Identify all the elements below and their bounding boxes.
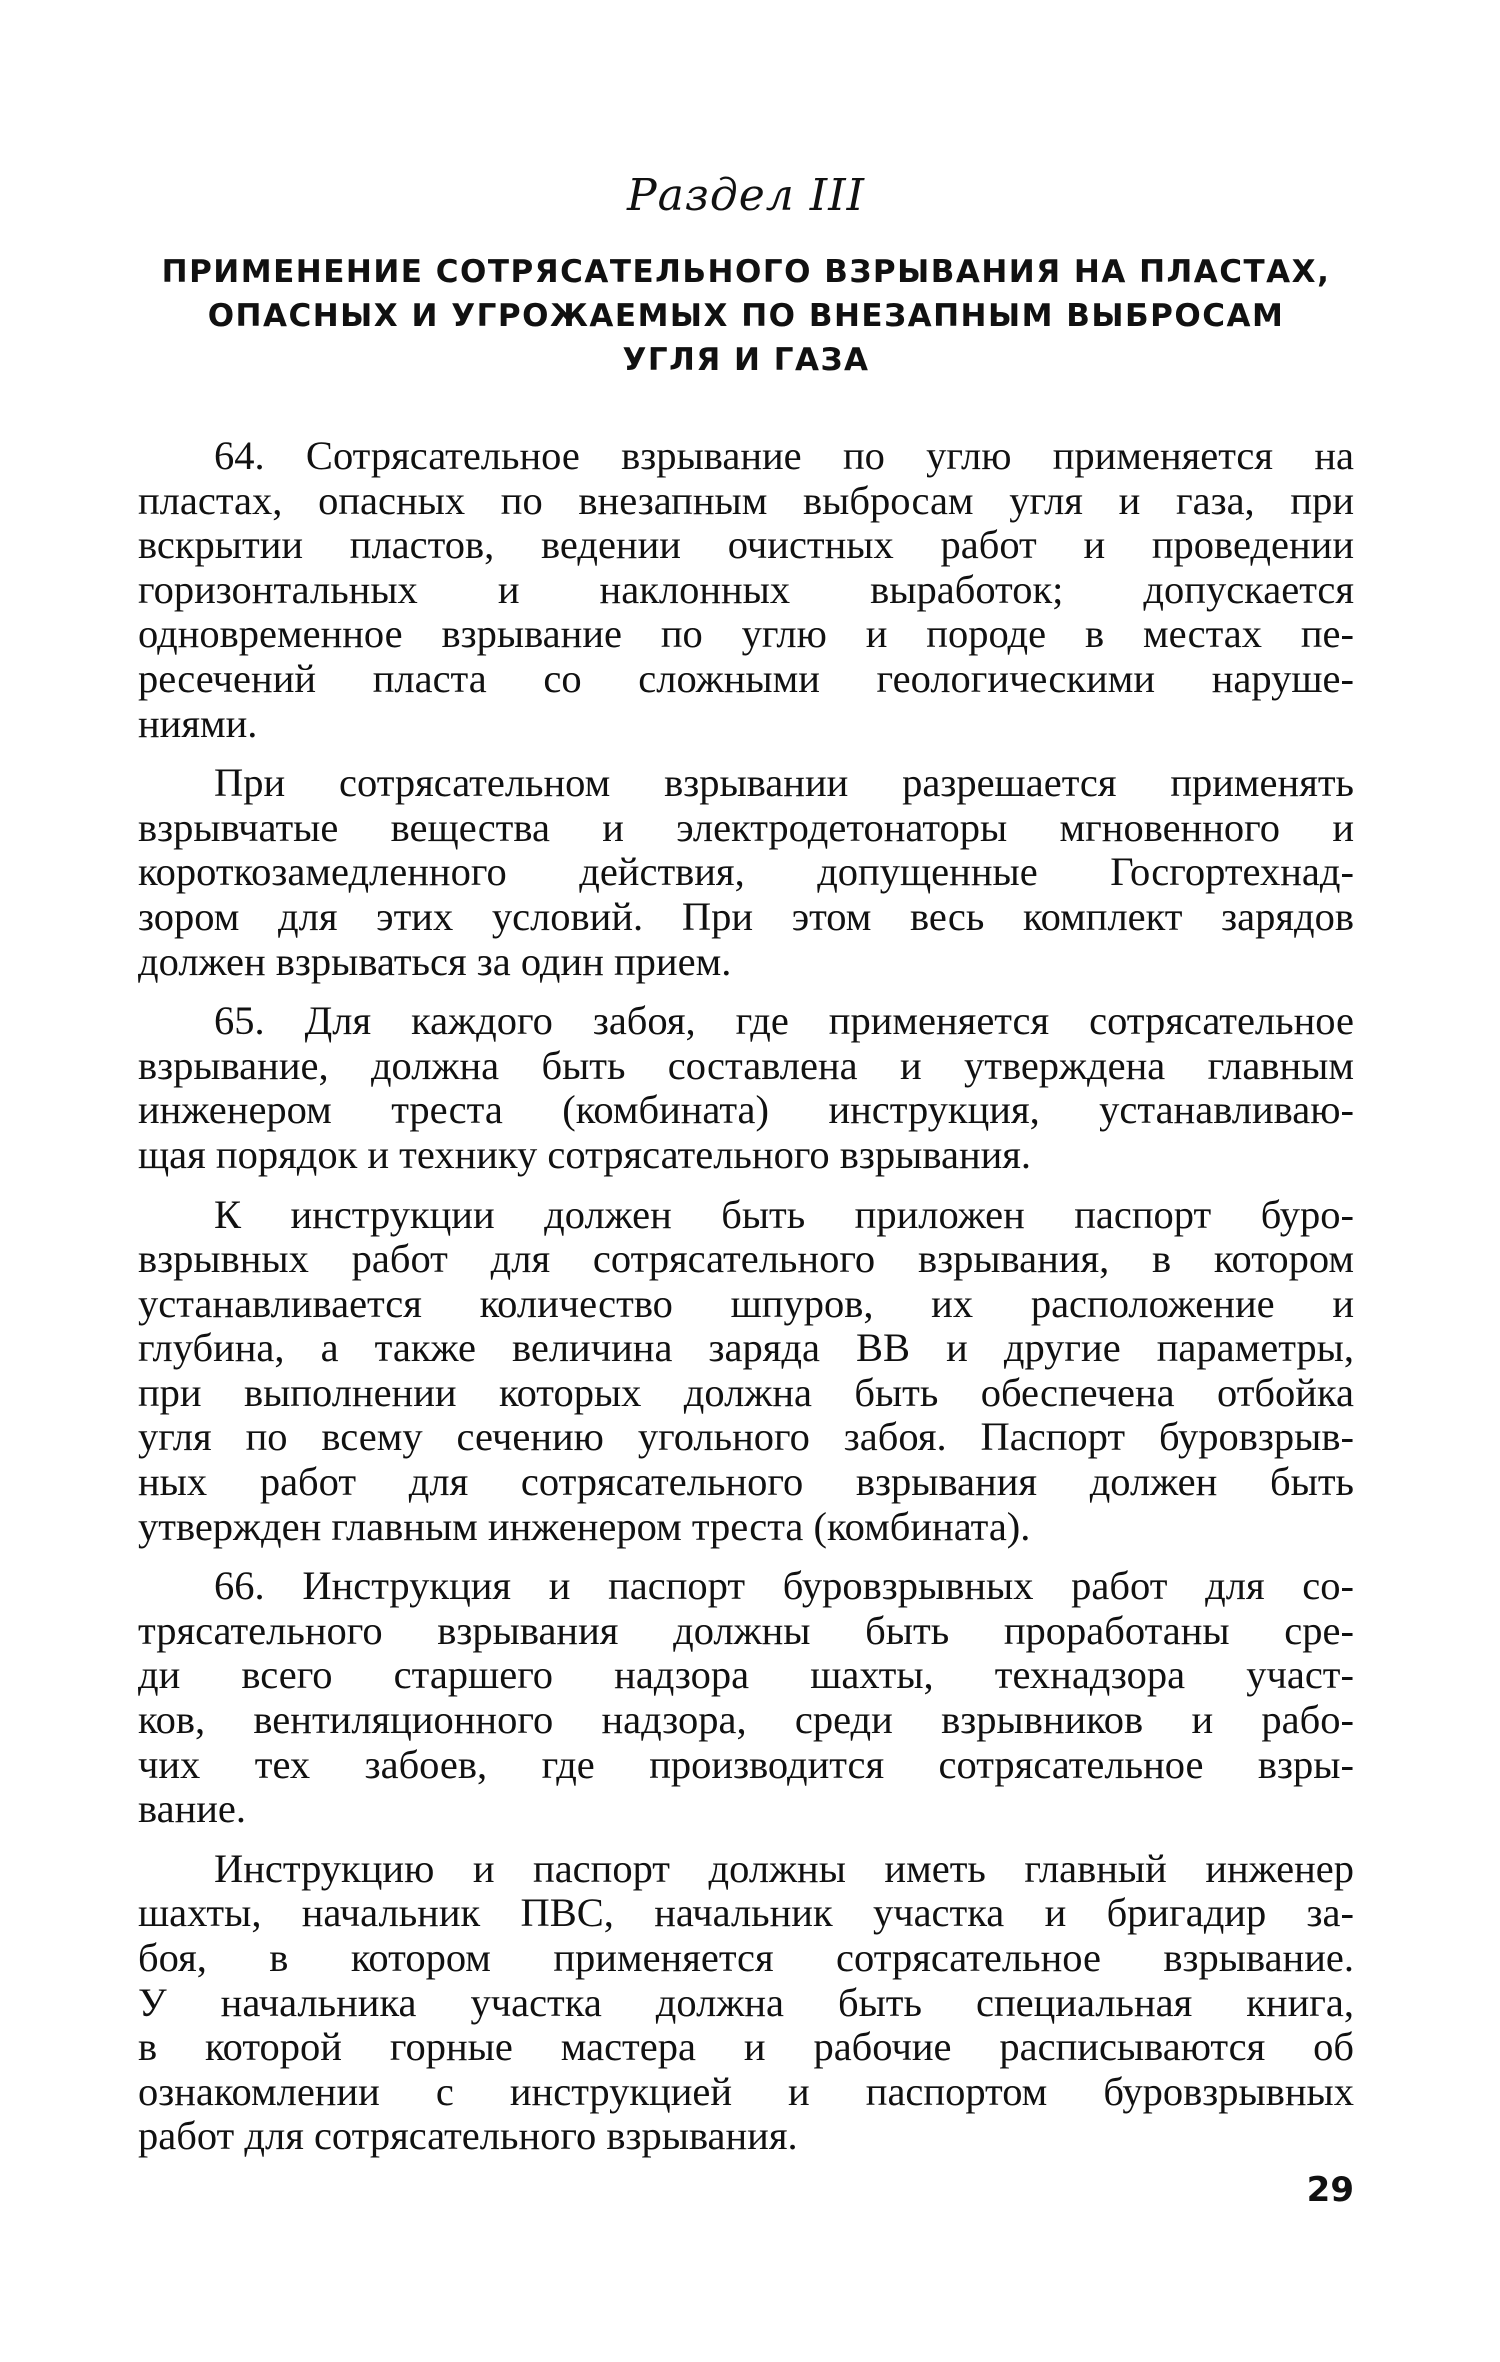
text-line: ди всего старшего надзора шахты, технадзора участ- (138, 1652, 1354, 1698)
section-title-line: ОПАСНЫХ И УГРОЖАЕМЫХ ПО ВНЕЗАПНЫМ ВЫБРОСАМ (207, 298, 1285, 334)
text-line: ных работ для сотрясательного взрывания должен быть (138, 1459, 1354, 1505)
text-line: зором для этих условий. При этом весь комплект зарядов (138, 893, 1354, 939)
text-line: угля по всему сечению угольного забоя. Паспорт буровзрыв- (138, 1414, 1354, 1460)
text-line: 65. Для каждого забоя, где применяется сотрясательное (214, 998, 1354, 1044)
text-line: вскрытии пластов, ведении очистных работ и проведении (138, 522, 1354, 568)
text-line: одновременное взрывание по углю и породе в местах пе- (138, 611, 1354, 657)
paragraph-64 (138, 434, 1354, 746)
paragraph-64-continued (138, 761, 1354, 984)
text-line: ресечений пласта со сложными геологическими наруше- (138, 655, 1354, 701)
text-line: чих тех забоев, где производится сотрясательное взры- (138, 1741, 1354, 1787)
body-text (138, 434, 1354, 2159)
document-page (138, 170, 1354, 2310)
text-line: пластах, опасных по внезапным выбросам угля и газа, при (138, 477, 1354, 523)
text-line: утвержден главным инженером треста (комбината). (138, 1503, 1031, 1549)
paragraph-66-continued (138, 1847, 1354, 2159)
text-line: горизонтальных и наклонных выработок; допускается (138, 566, 1354, 612)
section-title-line: ПРИМЕНЕНИЕ СОТРЯСАТЕЛЬНОГО ВЗРЫВАНИЯ НА ПЛАСТАХ, (161, 254, 1331, 290)
text-line: короткозамедленного действия, допущенные Госгортехнад- (138, 849, 1354, 895)
text-line: инженером треста (комбината) инструкция, устанавливаю- (138, 1087, 1354, 1133)
section-heading: Раздел III (627, 170, 865, 221)
text-line: 64. Сотрясательное взрывание по углю применяется на (214, 433, 1354, 478)
text-line: 66. Инструкция и паспорт буровзрывных работ для со- (214, 1563, 1354, 1609)
section-title-line: УГЛЯ И ГАЗА (622, 342, 870, 378)
paragraph-65-continued (138, 1193, 1354, 1550)
text-line: глубина, а также величина заряда ВВ и другие параметры, (138, 1325, 1354, 1371)
text-line: взрывчатые вещества и электродетонаторы мгновенного и (138, 804, 1354, 850)
paragraph-66 (138, 1564, 1354, 1832)
text-line: ков, вентиляционного надзора, среди взрывников и рабо- (138, 1697, 1354, 1743)
text-line: работ для сотрясательного взрывания. (138, 2113, 798, 2159)
text-line: взрывных работ для сотрясательного взрывания, в котором (138, 1236, 1354, 1282)
text-line: должен взрываться за один прием. (138, 938, 732, 984)
text-line: взрывание, должна быть составлена и утверждена главным (138, 1042, 1354, 1088)
text-line: вание. (138, 1786, 247, 1832)
text-line: в которой горные мастера и рабочие расписываются об (138, 2024, 1354, 2070)
text-line: боя, в котором применяется сотрясательное взрывание. (138, 1935, 1354, 1980)
text-line: при выполнении которых должна быть обеспечена отбойка (138, 1369, 1354, 1415)
text-line: ознакомлении с инструкцией и паспортом буровзрывных (138, 2068, 1354, 2114)
paragraph-65 (138, 999, 1354, 1177)
page-number: 29 (1306, 2170, 1354, 2210)
text-line: При сотрясательном взрывании разрешается применять (214, 760, 1354, 806)
text-line: устанавливается количество шпуров, их расположение и (138, 1280, 1354, 1326)
text-line: щая порядок и технику сотрясательного взрывания. (138, 1131, 1032, 1177)
text-line: Инструкцию и паспорт должны иметь главный инженер (214, 1845, 1354, 1891)
text-line: шахты, начальник ПВС, начальник участка и бригадир за- (138, 1890, 1354, 1936)
text-line: ниями. (138, 700, 258, 746)
section-title (138, 250, 1354, 382)
text-line: У начальника участка должна быть специальная книга, (138, 1979, 1354, 2025)
text-line: К инструкции должен быть приложен паспорт буро- (214, 1191, 1354, 1237)
text-line: трясательного взрывания должны быть проработаны сре- (138, 1607, 1354, 1653)
